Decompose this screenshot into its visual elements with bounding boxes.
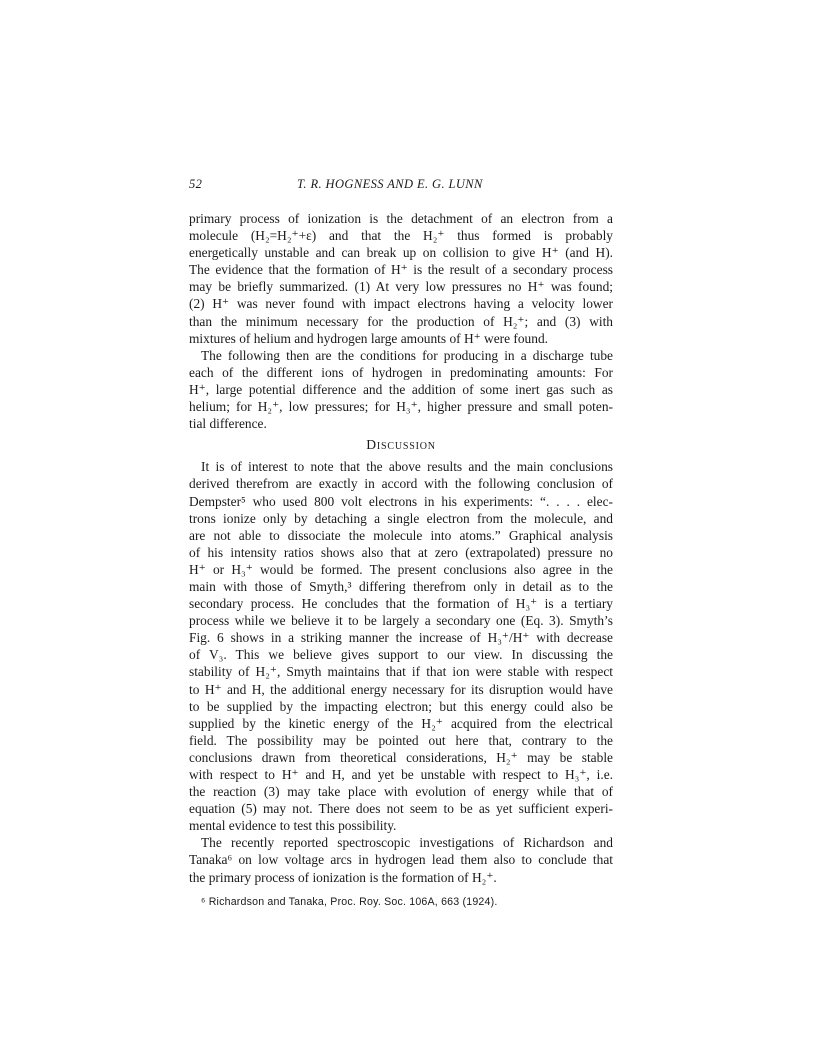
text-line: It is of interest to note that the above results and the main conclusions [201, 459, 613, 475]
text-line: (2) H⁺ was never found with impact electrons having a velocity lower [189, 296, 613, 312]
text-line: the reaction (3) may take place with evolution of energy while that of [189, 784, 613, 800]
text-line: field. The possibility may be pointed out here that, contrary to the [189, 732, 613, 748]
text-line: H⁺, large potential difference and the addition of some inert gas such as [189, 381, 613, 397]
page-number: 52 [189, 177, 203, 191]
paragraph-discussion [189, 458, 613, 834]
text-line: primary process of ionization is the detachment of an electron from a [189, 211, 613, 226]
text-line: helium; for H₂⁺, low pressures; for H₃⁺, higher pressure and small poten- [189, 399, 613, 415]
text-line: secondary process. He concludes that the formation of H₃⁺ is a tertiary [189, 596, 613, 612]
text-line: main with those of Smyth,³ differing therefrom only in detail as to the [189, 578, 613, 594]
text-line: to be supplied by the impacting electron; but this energy could also be [189, 698, 613, 714]
text-line: stability of H₂⁺, Smyth maintains that if that ion were stable with respect [189, 664, 613, 680]
text-line: mental evidence to test this possibility. [189, 818, 397, 834]
text-line: the primary process of ionization is the formation of H₂⁺. [189, 869, 497, 885]
text-line: equation (5) may not. There does not seem to be as yet sufficient experi- [189, 801, 613, 817]
text-line: may be briefly summarized. (1) At very low pressures no H⁺ was found; [189, 279, 613, 295]
running-head [189, 176, 613, 196]
text-line: H⁺ or H₃⁺ would be formed. The present conclusions also agree in the [189, 561, 613, 577]
text-line: supplied by the kinetic energy of the H₂⁺ acquired from the electrical [189, 715, 613, 731]
text-line: energetically unstable and can break up on collision to give H⁺ (and H). [189, 245, 613, 261]
footnote: ⁶ Richardson and Tanaka, Proc. Roy. Soc. 106A, 663 (1924). [201, 895, 498, 908]
text-line: molecule (H₂=H₂⁺+ε) and that the H₂⁺ thus formed is probably [189, 228, 613, 244]
text-line: Dempster⁵ who used 800 volt electrons in his experiments: “. . . . elec- [189, 493, 613, 509]
text-line: conclusions drawn from theoretical considerations, H₂⁺ may be stable [189, 749, 613, 765]
text-line: process while we believe it to be largely a secondary one (Eq. 3). Smyth’s [189, 613, 613, 629]
paragraph-continued [189, 210, 613, 347]
text-line: Fig. 6 shows in a striking manner the increase of H₃⁺/H⁺ with decrease [189, 630, 613, 646]
text-line: The evidence that the formation of H⁺ is the result of a secondary process [189, 262, 613, 278]
text-line: each of the different ions of hydrogen in predominating amounts: For [189, 364, 613, 380]
text-line: tial difference. [189, 416, 267, 432]
text-line: with respect to H⁺ and H, and yet be unstable with respect to H₃⁺, i.e. [189, 767, 613, 782]
text-line: of his intensity ratios shows also that at zero (extrapolated) pressure no [189, 544, 613, 560]
page [189, 176, 613, 911]
text-line: are not able to dissociate the molecule into atoms.” Graphical analysis [189, 527, 613, 543]
text-line: of V₃. This we believe gives support to our view. In discussing the [189, 647, 613, 663]
paragraph-spectroscopic [189, 834, 613, 885]
text-line: The recently reported spectroscopic investigations of Richardson and [201, 835, 613, 851]
text-line: mixtures of helium and hydrogen large amounts of H⁺ were found. [189, 330, 548, 346]
paragraph-conditions [189, 347, 613, 432]
section-heading: Discussion [366, 437, 436, 453]
text-line: Tanaka⁶ on low voltage arcs in hydrogen lead them also to conclude that [189, 852, 613, 868]
text-line: trons ionize only by detaching a single electron from the molecule, and [189, 510, 613, 526]
running-title: T. R. HOGNESS AND E. G. LUNN [297, 177, 483, 191]
text-line: The following then are the conditions for producing in a discharge tube [201, 347, 613, 363]
text-line: derived therefrom are exactly in accord with the following conclusion of [189, 476, 613, 492]
text-line: than the minimum necessary for the production of H₂⁺; and (3) with [189, 313, 613, 329]
text-line: to H⁺ and H, the additional energy necessary for its disruption would have [189, 681, 613, 697]
